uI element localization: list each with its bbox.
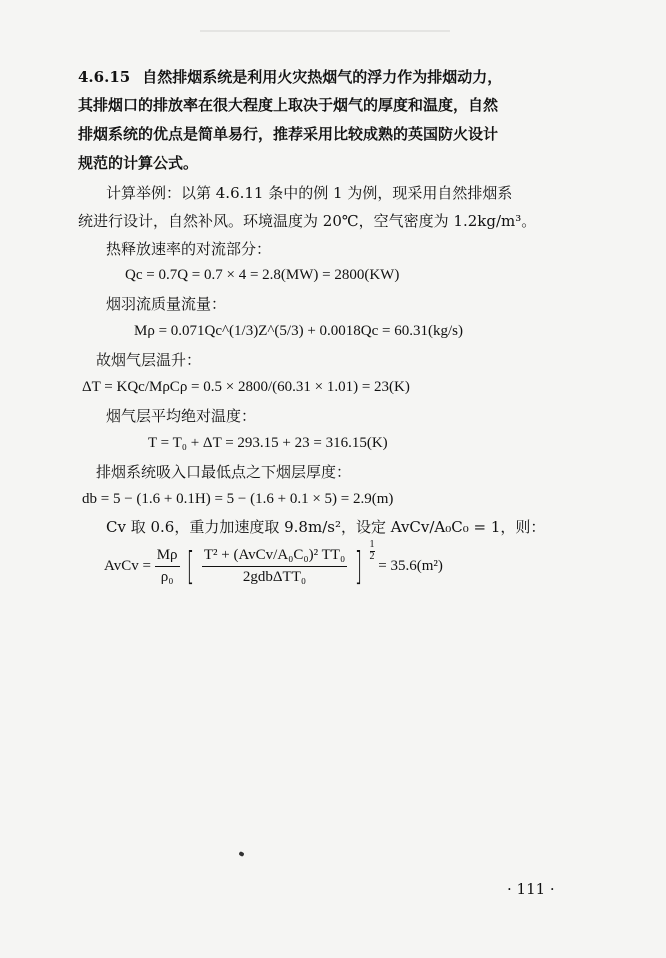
section-line-4: 规范的计算公式。 (78, 154, 199, 172)
formula-inner-denominator: 2gdbΔTT₀ (242, 568, 307, 585)
ink-speck (238, 851, 244, 857)
step4-label: 烟气层平均绝对温度： (106, 407, 257, 425)
step1-equation: Qc = 0.7Q = 0.7 × 4 = 2.8(MW) = 2800(KW) (125, 267, 400, 283)
formula-outer-numerator: Mρ (155, 546, 180, 567)
step2-label: 烟羽流质量流量： (106, 295, 227, 313)
step7-formula (104, 539, 443, 589)
step1-label: 热释放速率的对流部分： (106, 240, 272, 258)
step3-equation: ΔT = KQc/MρCρ = 0.5 × 2800/(60.31 × 1.01) = 23(K) (82, 379, 410, 395)
scan-artifact (200, 30, 450, 32)
formula-inner-fraction (202, 546, 347, 587)
section-number: 4.6.15 (78, 68, 131, 86)
section-text-1: 自然排烟系统是利用火灾热烟气的浮力作为排烟动力， (142, 68, 503, 86)
step5-equation: db = 5 − (1.6 + 0.1H) = 5 − (1.6 + 0.1 × 5) = 2.9(m) (82, 491, 394, 507)
right-bracket: ] (354, 544, 363, 589)
formula-inner-numerator: T² + (AvCv/A₀C₀)² TT₀ (202, 546, 347, 567)
formula-outer-denominator: ρ₀ (160, 568, 174, 585)
step3-label: 故烟气层温升： (96, 351, 202, 369)
step4-equation: T = T₀ + ΔT = 293.15 + 23 = 316.15(K) (148, 435, 388, 451)
step6-label: Cv 取 0.6，重力加速度取 9.8m/s²，设定 AvCv/A₀C₀ = 1，则： (106, 518, 546, 536)
step5-label: 排烟系统吸入口最低点之下烟层厚度： (96, 463, 352, 481)
section-line-3: 排烟系统的优点是简单易行，推荐采用比较成熟的英国防火设计 (78, 125, 499, 143)
step2-equation: Mρ = 0.071Qc^(1/3)Z^(5/3) + 0.0018Qc = 60.31(kg/s) (134, 323, 463, 339)
formula-outer-fraction (155, 546, 180, 587)
exponent-denominator: 2 (369, 550, 375, 562)
exponent-numerator: 1 (369, 539, 375, 550)
formula-exponent (370, 540, 375, 562)
example-line-1: 计算举例：以第 4.6.11 条中的例 1 为例，现采用自然排烟系 (106, 184, 513, 202)
page-number: · 111 · (507, 880, 555, 898)
formula-lhs: AvCv = (104, 557, 151, 574)
section-line-1 (78, 68, 502, 87)
example-line-2: 统进行设计，自然补风。环境温度为 20℃，空气密度为 1.2kg/m³。 (78, 212, 537, 230)
section-line-2: 其排烟口的排放率在很大程度上取决于烟气的厚度和温度，自然 (78, 96, 499, 114)
left-bracket: [ (186, 544, 195, 589)
formula-rhs: = 35.6(m²) (378, 557, 443, 574)
